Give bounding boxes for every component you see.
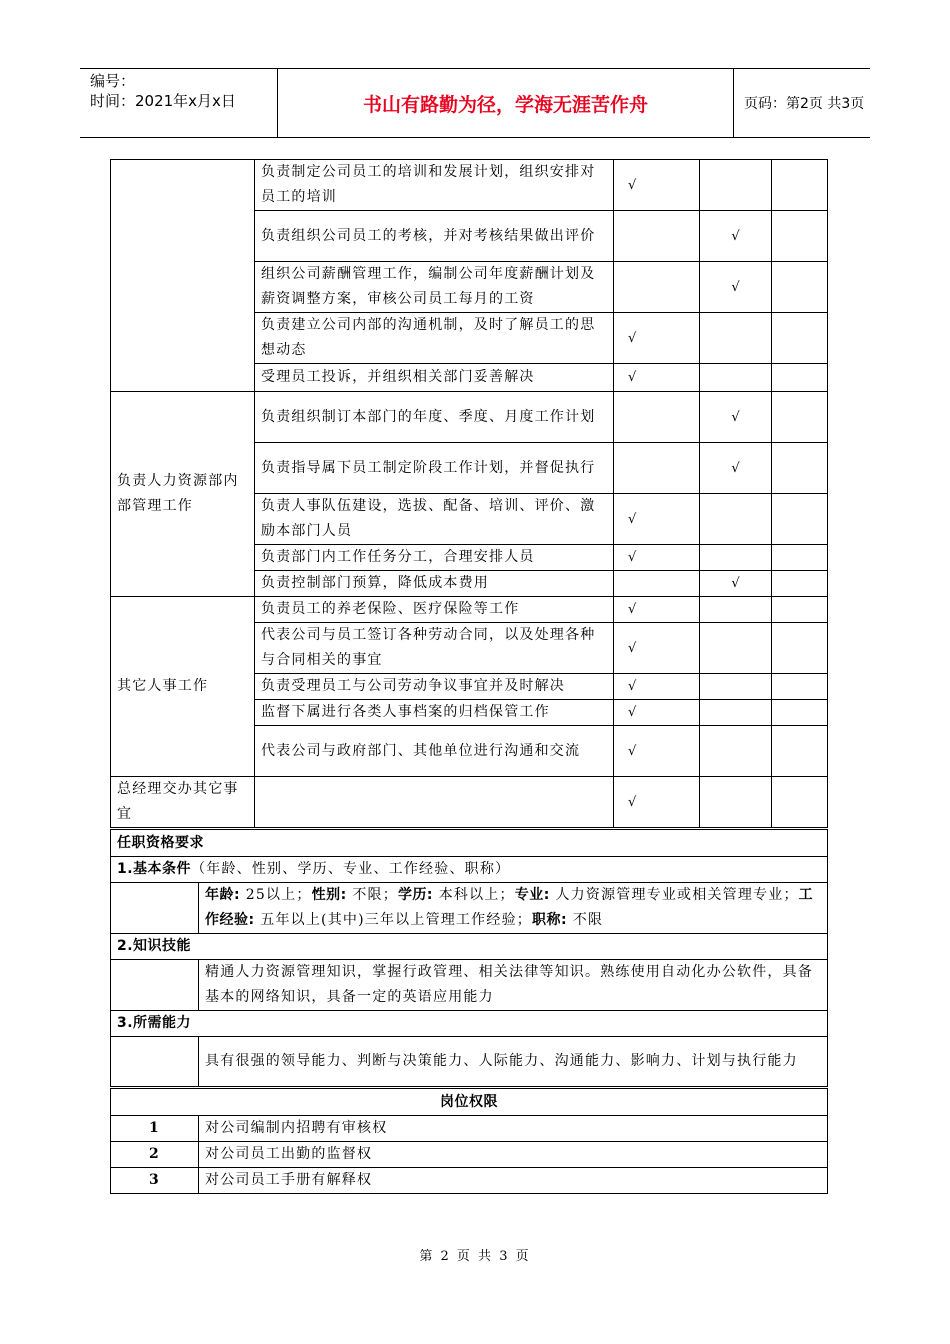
age-label: 年龄: bbox=[205, 887, 241, 903]
knowledge-text: 精通人力资源管理知识，掌握行政管理、相关法律等知识。熟练使用自动化办公软件，具备基本的网络知识，具备一定的英语应用能力 bbox=[199, 960, 828, 1011]
experience-value: 五年以上(其中)三年以上管理工作经验； bbox=[254, 912, 532, 928]
duty-text: 负责部门内工作任务分工，合理安排人员 bbox=[255, 545, 614, 571]
duty-text: 负责组织公司员工的考核，并对考核结果做出评价 bbox=[255, 211, 614, 262]
empty-cell bbox=[772, 623, 828, 674]
ability-heading: 3.所需能力 bbox=[111, 1011, 828, 1037]
authority-text: 对公司员工手册有解释权 bbox=[199, 1168, 828, 1194]
duty-text: 负责建立公司内部的沟通机制，及时了解员工的思想动态 bbox=[255, 313, 614, 364]
basic-conditions-label: 1.基本条件 bbox=[117, 861, 192, 877]
duty-category: 总经理交办其它事宜 bbox=[111, 777, 255, 829]
professional-title-label: 职称: bbox=[531, 912, 568, 928]
duty-text: 负责制定公司员工的培训和发展计划，组织安排对员工的培训 bbox=[255, 160, 614, 211]
empty-cell bbox=[772, 700, 828, 726]
page-footer: 第 2 页 共 3 页 bbox=[419, 1249, 531, 1264]
duty-category: 负责人力资源部内部管理工作 bbox=[111, 392, 255, 597]
empty-cell bbox=[772, 313, 828, 364]
check-cell-2 bbox=[700, 777, 772, 829]
check-cell-1 bbox=[614, 211, 700, 262]
empty-cell bbox=[772, 597, 828, 623]
empty-cell bbox=[772, 262, 828, 313]
duty-text: 负责组织制订本部门的年度、季度、月度工作计划 bbox=[255, 392, 614, 443]
check-cell-1: √ bbox=[614, 777, 700, 829]
education-label: 学历: bbox=[397, 887, 434, 903]
qualifications-title: 任职资格要求 bbox=[111, 829, 828, 857]
basic-conditions-row bbox=[111, 883, 828, 934]
check-cell-2: √ bbox=[700, 443, 772, 494]
duty-text bbox=[255, 777, 614, 829]
indent-cell bbox=[111, 1037, 199, 1088]
check-cell-2 bbox=[700, 313, 772, 364]
check-cell-1 bbox=[614, 262, 700, 313]
ability-heading-row bbox=[111, 1011, 828, 1037]
check-cell-1: √ bbox=[614, 160, 700, 211]
check-cell-2 bbox=[700, 623, 772, 674]
gender-label: 性别: bbox=[311, 887, 347, 903]
knowledge-row bbox=[111, 960, 828, 1011]
empty-cell bbox=[772, 443, 828, 494]
basic-conditions-heading-row bbox=[111, 857, 828, 883]
check-cell-2 bbox=[700, 726, 772, 777]
page-header bbox=[80, 68, 870, 138]
check-cell-1: √ bbox=[614, 623, 700, 674]
age-value: 25以上； bbox=[240, 887, 312, 903]
experience-label: 工作经验: bbox=[205, 887, 814, 928]
indent-cell bbox=[111, 960, 199, 1011]
empty-cell bbox=[772, 777, 828, 829]
duty-text: 监督下属进行各类人事档案的归档保管工作 bbox=[255, 700, 614, 726]
professional-title-value: 不限 bbox=[567, 912, 604, 928]
check-cell-2: √ bbox=[700, 392, 772, 443]
education-value: 本科以上； bbox=[433, 887, 515, 903]
gender-value: 不限； bbox=[346, 887, 398, 903]
ability-text: 具有很强的领导能力、判断与决策能力、人际能力、沟通能力、影响力、计划与执行能力 bbox=[199, 1037, 828, 1088]
job-description-table bbox=[110, 159, 828, 1194]
check-cell-2 bbox=[700, 364, 772, 392]
authority-number: 2 bbox=[111, 1142, 199, 1168]
duty-category: 其它人事工作 bbox=[111, 597, 255, 777]
empty-cell bbox=[772, 160, 828, 211]
document-date: 时间：2021年x月x日 bbox=[90, 92, 236, 110]
check-cell-1: √ bbox=[614, 494, 700, 545]
empty-cell bbox=[772, 545, 828, 571]
duty-row bbox=[111, 597, 828, 623]
check-cell-2: √ bbox=[700, 262, 772, 313]
check-cell-2 bbox=[700, 597, 772, 623]
empty-cell bbox=[772, 571, 828, 597]
empty-cell bbox=[772, 674, 828, 700]
knowledge-heading: 2.知识技能 bbox=[111, 934, 828, 960]
authority-title-row bbox=[111, 1088, 828, 1116]
header-page-info: 页码：第2页 共3页 bbox=[744, 96, 865, 112]
check-cell-2 bbox=[700, 494, 772, 545]
header-meta bbox=[80, 69, 278, 137]
authority-number: 3 bbox=[111, 1168, 199, 1194]
check-cell-2 bbox=[700, 160, 772, 211]
check-cell-1: √ bbox=[614, 364, 700, 392]
duty-row bbox=[111, 777, 828, 829]
duty-text: 组织公司薪酬管理工作，编制公司年度薪酬计划及薪资调整方案，审核公司员工每月的工资 bbox=[255, 262, 614, 313]
duty-text: 负责员工的养老保险、医疗保险等工作 bbox=[255, 597, 614, 623]
indent-cell bbox=[111, 883, 199, 934]
authority-row bbox=[111, 1116, 828, 1142]
duty-text: 受理员工投诉，并组织相关部门妥善解决 bbox=[255, 364, 614, 392]
check-cell-1 bbox=[614, 571, 700, 597]
duty-text: 负责指导属下员工制定阶段工作计划，并督促执行 bbox=[255, 443, 614, 494]
authority-row bbox=[111, 1168, 828, 1194]
check-cell-1: √ bbox=[614, 726, 700, 777]
basic-conditions-heading bbox=[111, 857, 828, 883]
duty-text: 负责人事队伍建设，选拔、配备、培训、评价、激励本部门人员 bbox=[255, 494, 614, 545]
check-cell-2 bbox=[700, 700, 772, 726]
check-cell-1: √ bbox=[614, 597, 700, 623]
duty-text: 代表公司与政府部门、其他单位进行沟通和交流 bbox=[255, 726, 614, 777]
empty-cell bbox=[772, 364, 828, 392]
empty-cell bbox=[772, 494, 828, 545]
header-motto: 书山有路勤为径，学海无涯苦作舟 bbox=[278, 69, 734, 137]
check-cell-2: √ bbox=[700, 211, 772, 262]
basic-conditions-text bbox=[199, 883, 828, 934]
basic-conditions-note: （年龄、性别、学历、专业、工作经验、职称） bbox=[191, 861, 511, 877]
check-cell-1: √ bbox=[614, 674, 700, 700]
check-cell-1 bbox=[614, 392, 700, 443]
duty-category bbox=[111, 160, 255, 392]
check-cell-2 bbox=[700, 545, 772, 571]
duty-text: 代表公司与员工签订各种劳动合同，以及处理各种与合同相关的事宜 bbox=[255, 623, 614, 674]
duty-text: 负责控制部门预算，降低成本费用 bbox=[255, 571, 614, 597]
authority-text: 对公司员工出勤的监督权 bbox=[199, 1142, 828, 1168]
check-cell-2 bbox=[700, 674, 772, 700]
authority-row bbox=[111, 1142, 828, 1168]
knowledge-heading-row bbox=[111, 934, 828, 960]
duty-row bbox=[111, 160, 828, 211]
empty-cell bbox=[772, 211, 828, 262]
ability-row bbox=[111, 1037, 828, 1088]
authority-text: 对公司编制内招聘有审核权 bbox=[199, 1116, 828, 1142]
duty-row bbox=[111, 392, 828, 443]
major-label: 专业: bbox=[514, 887, 550, 903]
document-number-label: 编号： bbox=[90, 72, 136, 90]
authority-title: 岗位权限 bbox=[111, 1088, 828, 1116]
duty-text: 负责受理员工与公司劳动争议事宜并及时解决 bbox=[255, 674, 614, 700]
check-cell-1: √ bbox=[614, 313, 700, 364]
check-cell-1: √ bbox=[614, 545, 700, 571]
major-value: 人力资源管理专业或相关管理专业； bbox=[549, 887, 799, 903]
empty-cell bbox=[772, 392, 828, 443]
qualifications-title-row bbox=[111, 829, 828, 857]
empty-cell bbox=[772, 726, 828, 777]
authority-number: 1 bbox=[111, 1116, 199, 1142]
check-cell-1 bbox=[614, 443, 700, 494]
check-cell-2: √ bbox=[700, 571, 772, 597]
check-cell-1: √ bbox=[614, 700, 700, 726]
